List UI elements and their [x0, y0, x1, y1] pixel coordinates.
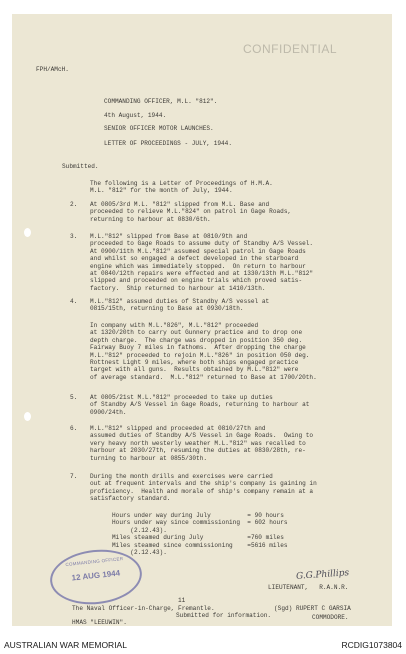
- paragraph-2: At 0805/3rd M.L. "812" slipped from M.L. Base and proceeded to relieve M.L."824" on patrol in Gage Roads, returning to harbour at 0830/6th.: [90, 201, 292, 223]
- from-line: SENIOR OFFICER MOTOR LAUNCHES.: [104, 125, 214, 132]
- reference: FPH/AMcH.: [36, 66, 69, 73]
- paragraph-5-number: 5.: [70, 394, 78, 401]
- paragraph-2-number: 2.: [70, 201, 78, 208]
- subject-line: LETTER OF PROCEEDINGS - JULY, 1944.: [104, 140, 232, 147]
- punch-hole: [24, 412, 31, 421]
- page-number: 11: [178, 597, 186, 604]
- punch-hole: [24, 228, 31, 237]
- paragraph-4-number: 4.: [70, 298, 78, 305]
- paragraph-3: M.L."812" slipped from Base at 0810/9th and proceeded to Gage Roads to assume duty of Standby A/S Vessel. At 0900/11th M.L."812" assumed special patrol in Gage Roads and whilst so engaged a defect developed in the starboard engine which was immediately stopped. On return to harbour at 0840/12th repairs were effected and at 1330/13th M.L."812" slipped and proceeded on engine trials which proved satis- factory. Ship returned to harbour at 1410/13th.: [90, 233, 314, 292]
- paragraph-4: M.L."812" assumed duties of Standby A/S vessel at 0815/15th, returning to Base at 0930/18th.: [90, 298, 270, 313]
- letter-date: 4th August, 1944.: [104, 112, 167, 119]
- archive-credit: AUSTRALIAN WAR MEMORIAL: [4, 640, 127, 650]
- signature: G.G.Phillips: [295, 568, 350, 582]
- paragraph-4-continued: In company with M.L."826", M.L."812" proceeded at 1320/20th to carry out Gunnery practice and to drop one depth charge. The charge was dropped in position 350 deg. Fairway Buoy 7 miles in fathoms. After dropping the charge M.L."812" proceeded to rejoin M.L."826" in position 050 deg. Rottnest Light 9 miles, where both ships engaged practice target with all guns. Results obtained by M.L."812" were of average standard. M.L."812" returned to Base at 1700/20th.: [90, 322, 317, 381]
- paragraph-5: At 0805/21st M.L."812" proceeded to take up duties of Standby A/S Vessel in Gage Roads, returning to harbour at 0900/24th.: [90, 394, 310, 416]
- paragraph-3-number: 3.: [70, 233, 78, 240]
- forwarding-addressee: The Naval Officer-in-Charge, Fremantle.: [72, 605, 215, 612]
- archive-id: RCDIG1073804: [341, 640, 402, 650]
- paragraph-6: M.L."812" slipped and proceeded at 0810/27th and assumed duties of Standby A/S Vessel in Gage Roads. Owing to very heavy north westerly weather M.L."812" was recalled to harbour at 2030/27th, resuming the duties at 0830/28th, re- turning to harbour at 0855/30th.: [90, 425, 314, 462]
- submitted-label: Submitted.: [62, 163, 99, 170]
- paragraph-7: During the month drills and exercises were carried out at frequent intervals and the ship's company is gaining in proficiency. Health and morale of ship's company remain at a satisfactory standard.: [90, 473, 317, 503]
- paragraph-1: The following is a Letter of Proceedings of H.M.A. M.L. "812" for the month of July, 1944.: [90, 180, 273, 195]
- copy-to: HMAS "LEEUWIN".: [72, 619, 127, 626]
- statistics-block: Hours under way during July = 90 hours Hours under way since commissioning = 602 hours (2.12.43). Miles steamed during July =760 miles Miles steamed since commissioning =5616 miles (2.12.43).: [112, 512, 288, 557]
- paragraph-6-number: 6.: [70, 425, 78, 432]
- stamp-organisation: COMMANDING OFFICER: [65, 556, 124, 568]
- signatory-rank: LIEUTENANT, R.A.N.R.: [268, 584, 349, 591]
- commodore-signature: (Sgd) RUPERT C GARSIA: [274, 605, 351, 612]
- forwarding-note: Submitted for information.: [176, 612, 272, 619]
- addressee: COMMANDING OFFICER, M.L. "812".: [104, 98, 218, 105]
- confidential-stamp: CONFIDENTIAL: [243, 42, 338, 56]
- commodore-rank: COMMODORE.: [312, 614, 349, 621]
- paragraph-7-number: 7.: [70, 473, 78, 480]
- stamp-date: 12 AUG 1944: [71, 568, 121, 583]
